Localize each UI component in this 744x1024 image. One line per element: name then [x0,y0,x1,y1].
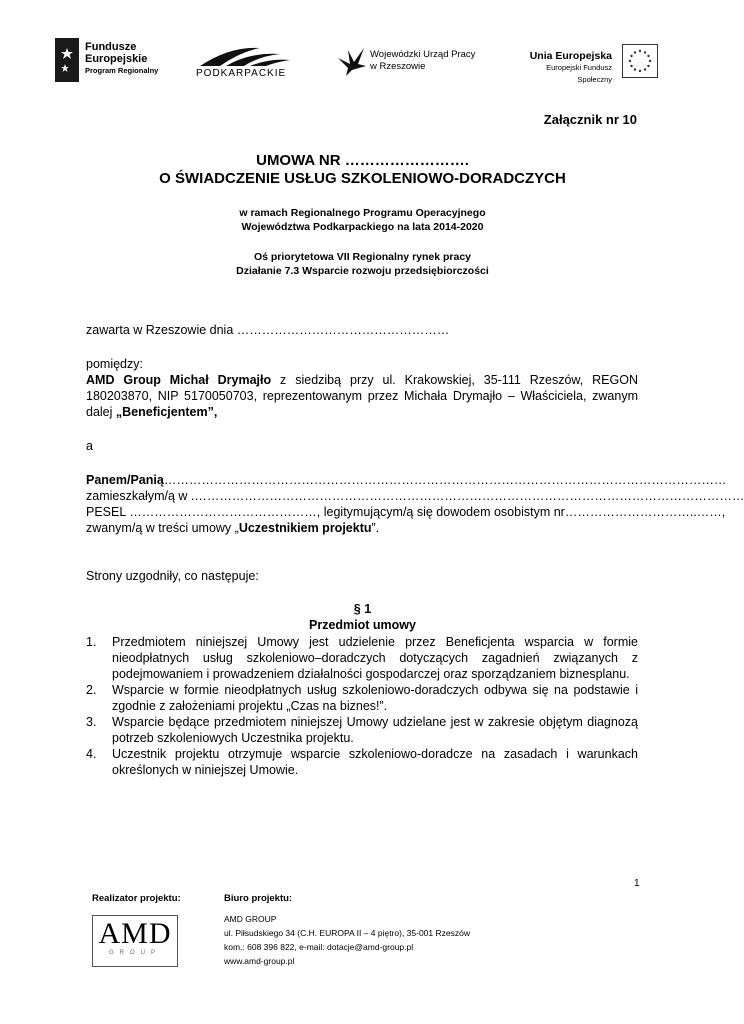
called-prefix: zwanym/ą w treści umowy „ [86,521,239,535]
party1-name: AMD Group Michał Drymajło [86,373,272,387]
contract-subtitle: O ŚWIADCZENIE USŁUG SZKOLENIOWO-DORADCZYCH [159,170,566,187]
and-label: a [86,439,93,453]
podkarpackie-logo [190,42,300,82]
amd-group-logo [92,915,178,967]
office-address: ul. Piłsudskiego 34 (C.H. EUROPA II – 4 piętro), 35-001 Rzeszów [224,928,470,938]
party1-paragraph [86,372,638,420]
page-number: 1 [634,878,640,889]
axis-line1: Oś priorytetowa VII Regionalny rynek pracy [253,251,472,263]
called-suffix: ”. [371,521,380,535]
party2-dots: ……………………………………………………………………………………………………………………… [163,473,727,487]
section-list [86,634,638,778]
eu-logo [512,44,658,84]
list-item: 4. Uczestnik projektu otrzymuje wsparcie szkoleniowo-doradcze na zasadach i warunkach określonych w niniejszej Umowie. [86,747,638,777]
wup-logo [336,44,496,80]
fe-line1: Fundusze [85,41,137,53]
fe-line3: Program Regionalny [85,66,159,75]
residing-line: zamieszkałym/ą w .…………………………………………………………………………………………………………………… [86,489,744,503]
axis-line2: Działanie 7.3 Wsparcie rozwoju przedsiębiorczości [236,265,489,277]
program-line1: w ramach Regionalnego Programu Operacyjnego [239,207,486,219]
office-label: Biuro projektu: [224,893,293,904]
fe-star-flag-icon [55,38,79,82]
fundusze-europejskie-logo [55,38,167,84]
program-line2: Województwa Podkarpackiego na lata 2014-2020 [241,221,484,233]
list-item: 2. Wsparcie w formie nieodpłatnych usług szkoleniowo-doradczych odbywa się na podstawie i zgodnie z założeniami projektu „Czas na biznes!”. [86,683,638,713]
eu-stars-flag-icon [622,44,658,78]
called-line [86,520,638,536]
contract-title: UMOWA NR ……………………. [256,152,469,169]
pesel-line: PESEL ………………………………………, legitymującym/ą się dowodem osobistym nr…………………………..……, [86,505,726,519]
concluded-line: zawarta w Rzeszowie dnia …………………………………………… [86,323,450,337]
attachment-number: Załącznik nr 10 [543,112,637,127]
fe-line2: Europejskie [85,53,148,65]
between-label: pomiędzy: [86,357,143,371]
wup-bird-icon [336,44,368,78]
agreed-line: Strony uzgodniły, co następuje: [86,569,259,583]
podkarpackie-mountain-icon [190,42,300,70]
party1-text: z siedzibą przy ul. Krakowskiej, 35-111 Rzeszów, REGON 180203870, NIP 5170050703, reprezentowanym przez Michała Drymajło – Właściciela, zwanym dalej [86,373,638,419]
called-bold: Uczestnikiem projektu [238,521,372,535]
wup-line1: Wojewódzki Urząd Pracy [370,49,476,60]
eu-line2: Europejski Fundusz Społeczny [546,63,612,84]
office-details [224,912,470,968]
party2-line [86,472,727,488]
amd-logo-text: AMD [98,917,172,950]
wup-line2: w Rzeszowie [370,61,426,72]
party2-label: Panem/Panią [86,473,164,487]
office-www: www.amd-group.pl [224,956,295,966]
party1-alias: „Beneficjentem”, [115,405,218,419]
eu-line1: Unia Europejska [529,50,612,62]
office-contact: kom.: 608 396 822, e-mail: dotacje@amd-group.pl [224,942,414,952]
list-item: 3. Wsparcie będące przedmiotem niniejszej Umowy udzielane jest w zakresie objętym diagnozą potrzeb szkoleniowych Uczestnika projektu. [86,715,638,745]
section-number: § 1 [353,602,372,616]
office-name: AMD GROUP [224,914,277,924]
list-item: 1. Przedmiotem niniejszej Umowy jest udzielenie przez Beneficjenta wsparcia w formie nieodpłatnych usług szkoleniowo–doradczych dotyczących zagadnień związanych z podejmowaniem i prowadzeniem działalności gospodarczej oraz sporządzaniem biznesplanu. [86,635,638,681]
realizator-label: Realizator projektu: [92,893,181,904]
section-title: Przedmiot umowy [309,618,416,632]
podkarpackie-label: PODKARPACKIE [196,68,287,79]
amd-logo-sub: GROUP [108,950,161,956]
